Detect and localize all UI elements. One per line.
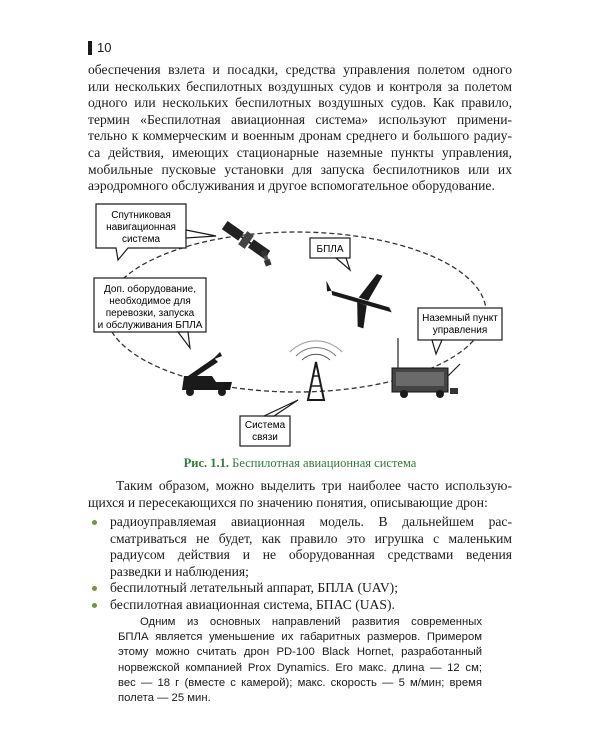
bullet-item [88, 597, 512, 614]
paragraph-intro [88, 62, 512, 195]
callout-comm-line: связи [252, 432, 278, 443]
callout-comm-line: Система [244, 420, 286, 431]
bullet-list [88, 514, 512, 614]
note-line: БПЛА является уменьшение их габаритных размеров. Примером [118, 631, 482, 644]
launcher-vehicle-icon [182, 352, 232, 396]
callout-ground-station-line: управления [432, 325, 488, 336]
note-line: Одним из основных направлений развития современных [140, 616, 482, 628]
callout-equipment-line: Доп. оборудование, [104, 284, 196, 295]
callout-ground-station-line: Наземный пункт [422, 313, 498, 324]
text-line: тельно к коммерческим и военным дронам среднего и большого радиу- [88, 128, 512, 144]
callout-satellite-line: Спутниковая [111, 210, 171, 221]
paragraph-summary [88, 478, 512, 511]
text-line: разведки и наблюдения; [110, 563, 249, 579]
caption-text: Беспилотная авиационная система [232, 456, 417, 470]
bullet-dot [92, 586, 97, 591]
callout-uav-text: БПЛА [316, 244, 344, 255]
bullet-dot [92, 520, 97, 525]
callout-equipment-line: необходимое для [109, 296, 191, 307]
text-line: мобильные пусковые установки для запуска беспилотников или их [88, 161, 512, 177]
text-line: щихся и пересекающихся по значению понятия, описывающие дрон: [88, 494, 488, 510]
page-number-text: 10 [97, 40, 112, 55]
note-block [118, 615, 482, 706]
callout-equipment [94, 278, 206, 348]
text-line: сматриваться не будет, как правило это игрушка с маленьким [110, 530, 512, 546]
uas-diagram [88, 200, 512, 450]
bullet-dot [92, 603, 97, 608]
text-line: одного или нескольких беспилотных воздушных судов. Как правило, [88, 95, 512, 111]
note-line: норвежской компанией Prox Dynamics. Его макс. длина — 12 см; [118, 661, 482, 674]
callout-satellite-line: система [121, 234, 161, 245]
callout-equipment-line: и обслуживания БПЛА [97, 320, 203, 331]
page-number-bar [88, 41, 92, 55]
text-line: аэродромного обслуживания и другое вспомогательное оборудование. [88, 178, 495, 194]
bullet-item [88, 514, 512, 580]
text-line: беспилотная авиационная система, БПАС (UAS). [110, 596, 395, 612]
bullet-item [88, 580, 512, 597]
text-line: радиусом действия и не оборудованная средствами ведения [110, 547, 512, 563]
text-line: са действия, имеющих стационарные наземные пункты управления, [88, 144, 512, 160]
callout-ground-station [418, 308, 502, 354]
note-line: вес — 18 г (вместе с камерой); макс. скорость — 5 м/мин; время [118, 676, 482, 689]
uav-drone-icon [316, 260, 402, 336]
text-line: или нескольких беспилотных воздушных судов и контроля за полетом [88, 78, 512, 94]
ground-station-icon [392, 338, 460, 398]
page-number [88, 40, 111, 55]
text-line: обеспечения взлета и посадки, средства управления полетом одного [88, 62, 512, 77]
text-line: термин «Беспилотная авиационная система» используют примени- [88, 111, 512, 127]
callout-equipment-line: перевозки, запуска [105, 308, 195, 319]
callout-satellite-line: навигационная [106, 222, 176, 233]
callout-comm [240, 400, 298, 446]
callout-uav [310, 238, 350, 270]
satellite-small-icon [260, 249, 271, 266]
callout-satellite [96, 204, 216, 260]
note-line: этому можно считать дрон PD-100 Black Hornet, разработанный [118, 646, 482, 659]
text-line: беспилотный летательный аппарат, БПЛА (UAV); [110, 580, 398, 596]
note-line: полета — 25 мин. [118, 692, 211, 705]
text-line: Таким образом, можно выделить три наиболее часто использую- [116, 478, 512, 493]
figure-uas-diagram [88, 200, 512, 450]
figure-caption [88, 456, 512, 471]
caption-label: Рис. 1.1. [183, 456, 230, 470]
text-line: радиоуправляемая авиационная модель. В дальнейшем рас- [110, 514, 512, 529]
